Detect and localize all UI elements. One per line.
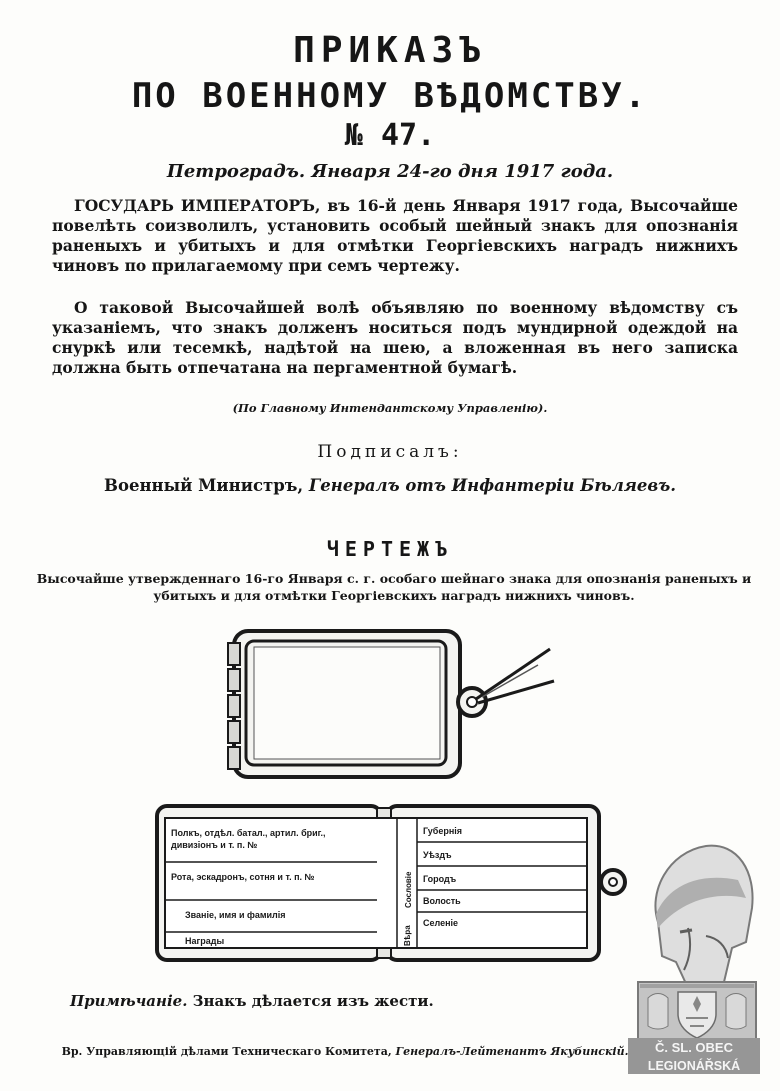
card-field-rank-name: Званіе, имя и фамилія (185, 910, 286, 920)
watermark-line-1: Č. SL. OBEC (654, 1040, 734, 1055)
drawing-subtitle: Высочайше утвержденнаго 16-го Января с. г. особаго шейнаго знака для опознанія раненыхъ и убитыхъ и для отмѣтки Георгіевскихъ наградъ нижнихъ чиновъ. (36, 571, 752, 603)
tag-open-illustration (155, 800, 630, 968)
footer-text: Вр. Управляющій дѣлами Техническаго Комитета, (61, 1045, 392, 1058)
legion-emblem-watermark (628, 832, 760, 1074)
drawing-title: ЧЕРТЕЖЪ (326, 537, 454, 561)
order-number: № 47. (344, 118, 436, 153)
hinge-icon (228, 643, 240, 769)
order-subtitle: ПО ВОЕННОМУ ВѢДОМСТВУ. (131, 76, 649, 116)
card-field-district: Уѣздъ (423, 850, 452, 860)
ring-icon (601, 870, 625, 894)
tag-closed-illustration (220, 625, 560, 785)
card-label-faith: Вѣра (403, 925, 412, 946)
remark-text: Знакъ дѣлается изъ жести. (192, 992, 434, 1010)
card-field-awards: Награды (185, 936, 225, 946)
paragraph-decree: ГОСУДАРЬ ИМПЕРАТОРЪ, въ 16-й день Января 1917 года, Высочайше повелѣть соизволилъ, установить особый шейный знакъ для опознанія раненыхъ и убитыхъ и для отмѣтки Георгіевскихъ наградъ нижнихъ чиновъ по прилагаемому при семъ чертежу. (52, 196, 738, 275)
card-field-company: Рота, эскадронъ, сотня и т. п. № (171, 872, 315, 882)
footer-name: Генералъ-Лейтенантъ Якубинскій. (395, 1045, 629, 1058)
card-field-town: Городъ (423, 874, 457, 884)
order-title: ПРИКАЗЪ (293, 30, 487, 71)
paragraph-instructions: О таковой Высочайшей волѣ объявляю по военному вѣдомству съ указаніемъ, что знакъ долженъ носиться подъ мундирной одеждой на снуркѣ или тесемкѣ, надѣтой на шею, а вложенная въ него записка должна быть отпечатана на пергаментной бумагѣ. (52, 298, 738, 377)
date-line: Петроградъ. Января 24-го дня 1917 года. (166, 161, 614, 182)
card-label-estate: Сословіе (404, 871, 413, 908)
minister-title: Военный Министръ, (104, 476, 304, 495)
card-field-volost: Волость (423, 896, 461, 906)
minister-signature (0, 476, 780, 495)
card-field-regiment: Полкъ, отдѣл. батал., артил. бриг., дивизіонъ и т. п. № (171, 828, 326, 850)
remark (70, 992, 434, 1010)
watermark-line-2: LEGIONÁŘSKÁ (647, 1059, 741, 1073)
footer-signature (0, 1045, 690, 1058)
remark-label: Примѣчаніе. (70, 992, 188, 1010)
cord-ring-icon (458, 649, 554, 716)
source-note: (По Главному Интендантскому Управленію). (232, 401, 548, 415)
minister-name: Генералъ отъ Инфантеріи Бѣляевъ. (308, 476, 676, 495)
card-field-village: Селеніе (423, 918, 459, 928)
card-field-province: Губернія (423, 826, 463, 836)
signed-label: Подписалъ: (317, 442, 463, 462)
